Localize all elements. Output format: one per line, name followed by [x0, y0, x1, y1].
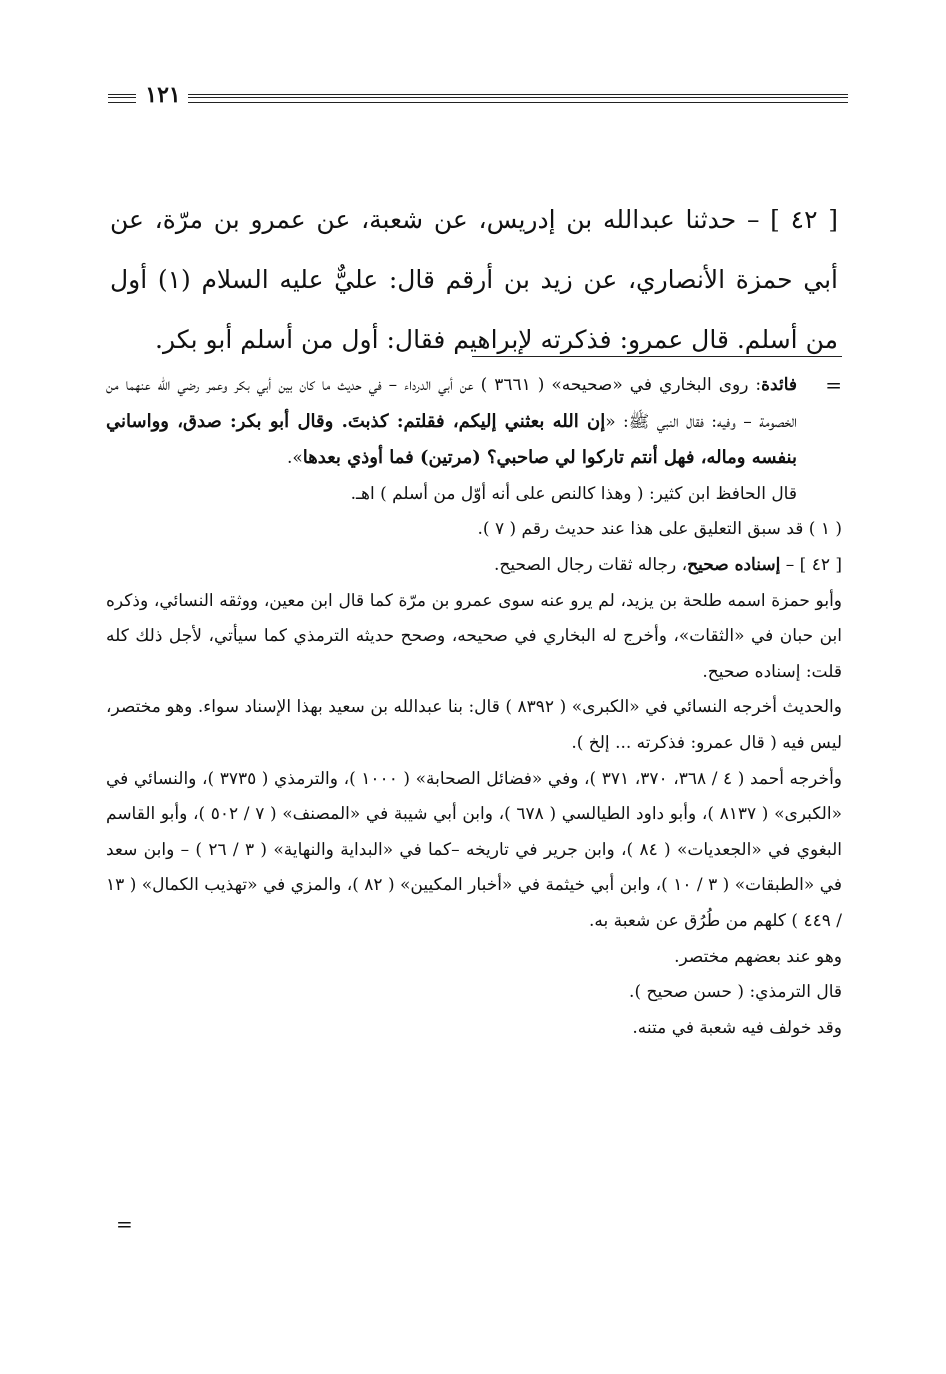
takhrij-paragraph-5: قال الترمذي: ( حسن صحيح ).: [629, 982, 842, 1003]
takhrij-paragraph-6: وقد خولف فيه شعبة في متنه.: [632, 1017, 842, 1038]
header-rule-short: [108, 94, 136, 103]
hadith-paragraph: [ ٤٢ ] – حدثنا عبدالله بن إدريس، عن شعبة، عن عمرو بن مرّة، عن أبي حمزة الأنصاري، عن زيد بن أرقم قال: عليٌّ عليه السلام (١) أول من أسلم. قال عمرو: فذكرته لإبراهيم فقال: أول من أسلم أبو بكر.: [110, 205, 838, 354]
takhrij-label-prefix: [ ٤٢ ] –: [785, 554, 842, 575]
fawaid-text-1: : روى البخاري في «صحيحه» ( ٣٦٦١ ) عن أبي الدرداء – في حديث ما كان بين أبي بكر وعمر رضي الله عنهما من الخصومة – وفيه: فقال النبي ﷺ: «: [106, 375, 797, 432]
footnotes: [106, 368, 842, 1046]
takhrij-heading: [106, 548, 842, 584]
fawaid-text-2: ».: [286, 448, 303, 469]
takhrij-label-suffix: ، رجاله ثقات رجال الصحيح.: [493, 554, 688, 575]
continuation-mark-top: =: [825, 373, 842, 397]
takhrij-paragraph-3: وأخرجه أحمد ( ٤ / ٣٦٨، ٣٧٠، ٣٧١ )، وفي «فضائل الصحابة» ( ١٠٠٠ )، والترمذي ( ٣٧٣٥ )، والنسائي في «الكبرى» ( ٨١٣٧ )، وأبو داود الطيالسي ( ٦٧٨ )، وابن أبي شيبة في «المصنف» ( ٧ / ٥٠٢ )، وأبو القاسم البغوي في «الجعديات» ( ٨٤ )، وابن جرير في تاريخه –كما في «البداية والنهاية» ( ٣ / ٢٦ ) – وابن سعد في «الطبقات» ( ٣ / ١٠ )، وابن أبي خيثمة في «أخبار المكيين» ( ٨٢ )، والمزي في «تهذيب الكمال» ( ١٣ / ٤٤٩ ) كلهم من طُرُق عن شعبة به.: [106, 768, 843, 931]
fawaid-label: فائدة: [761, 375, 798, 395]
takhrij-paragraph-2: والحديث أخرجه النسائي في «الكبرى» ( ٨٣٩٢ ) قال: بنا عبدالله بن سعيد بهذا الإسناد سواء. وهو مختصر، ليس فيه ( قال عمرو: فذكرته ... إلخ ).: [106, 697, 842, 753]
footnote-separator: [472, 356, 842, 357]
continuation-mark-bottom: =: [116, 1212, 133, 1236]
page-number: ١٢١: [145, 82, 181, 108]
fawaid-bold-quote: إن الله بعثني إليكم، فقلتم: كذبتَ. وقال أبو بكر: صدق، وواساني بنفسه وماله، فهل أنتم تاركوا لي صاحبي؟ (مرتين) فما أوذي بعدها: [106, 410, 797, 469]
header-rule-long: [188, 94, 848, 103]
hadith-text: [110, 190, 838, 370]
takhrij-paragraph-1: وأبو حمزة اسمه طلحة بن يزيد، لم يرو عنه سوى عمرو بن مرّة كما قال ابن معين، ووثقه النسائي، وذكره ابن حبان في «الثقات»، وأخرج له البخاري في صحيحه، وصحح حديثه الترمذي كما سيأتي، لأجل ذلك كله قلت: إسناده صحيح.: [106, 590, 842, 682]
page-header: [100, 82, 848, 112]
fawaid-note: [106, 368, 842, 477]
footnote-1: ( ١ ) قد سبق التعليق على هذا عند حديث رقم ( ٧ ).: [477, 519, 842, 540]
takhrij-paragraph-4: وهو عند بعضهم مختصر.: [674, 946, 842, 967]
ibn-kathir-quote: قال الحافظ ابن كثير: ( وهذا كالنص على أنه أوّل من أسلم ) اهـ.: [350, 483, 797, 504]
takhrij-label-bold: إسناده صحيح: [687, 554, 781, 575]
